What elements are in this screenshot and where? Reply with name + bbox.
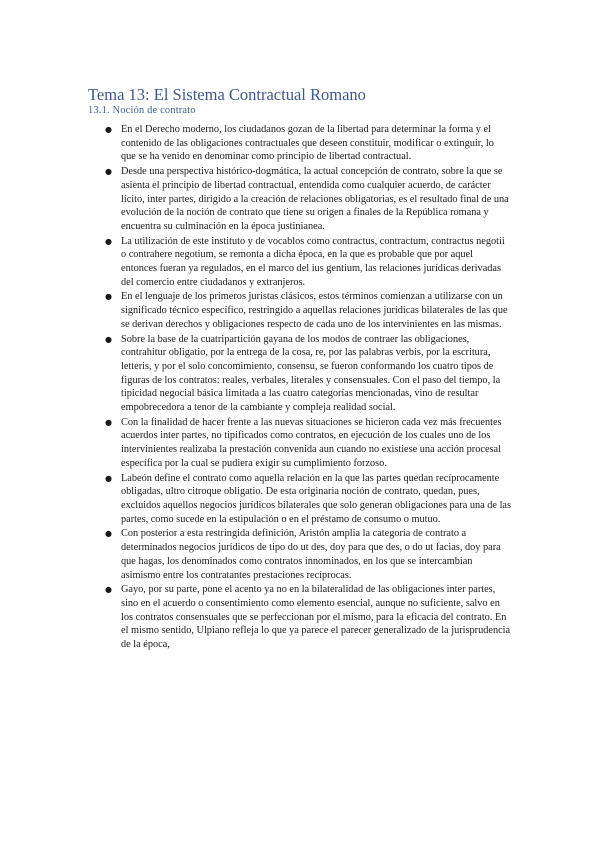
bullet-icon: ● <box>105 167 112 177</box>
bullet-icon: ● <box>105 529 112 539</box>
paragraph-text: En el Derecho moderno, los ciudadanos gozan de la libertad para determinar la forma y el contenido de las obligaciones contractuales que deseen constituir, modificar o extinguir, lo que se ha venido en denominar como principio de libertad contractual. <box>121 124 494 163</box>
bullet-icon: ● <box>105 236 112 246</box>
document-title: Tema 13: El Sistema Contractual Romano <box>88 85 366 104</box>
paragraph-text: La utilización de este instituto y de vocablos como contractus, contractum, contractus negotii o contrahere negotium, se remonta a dicha época, en la que es probable que por aquel entonces fueran ya regulados, en el marco del ius gentium, las relaciones jurídicas derivadas del comercio entre ciudadanos y extranjeros. <box>121 235 505 288</box>
list-item <box>0 165 511 234</box>
paragraph-text: Sobre la base de la cuatripartición gayana de los modos de contraer las obligaciones, contrahitur obligatio, por la entrega de la cosa, re, por las palabras verbis, por la escritura, letteris, y por el solo concomimiento, consensu, se fueron conformando los cuatro tipos de figuras de los contratos: reales, verbales, literales y consensuales. Con el paso del tiempo, la tipicidad negocial básica limitada a las cuatro categorías mencionadas, vino de resultar empobrecedora a tenor de la cambiante y compleja realidad social. <box>121 333 501 414</box>
paragraph-text: Labeón define el contrato como aquella relación en la que las partes quedan recíprocamente obligadas, ultro citroque obligatio. De esta originaria noción de contrato, quedan, pues, excluidos aquellos negocios jurídicos bilaterales que solo generan obligaciones para una de las partes, como sucede en la estipulación o en el préstamo de consumo o mutuo. <box>121 472 512 525</box>
list-item <box>0 583 511 652</box>
bullet-icon: ● <box>105 585 112 595</box>
list-item <box>0 472 511 527</box>
paragraph-text: Gayo, por su parte, pone el acento ya no en la bilateralidad de las obligaciones inter partes, sino en el acuerdo o consentimiento como elemento esencial, aunque no suficiente, salvo en los contratos consensuales que se perfeccionan por el mismo, para la eficacia del contrato. En el mismo sentido, Ulpiano refleja lo que ya parece el parecer generalizado de la jurisprudencia de la época, <box>121 584 511 651</box>
list-item <box>0 333 511 415</box>
list-item <box>0 527 511 582</box>
paragraph-list <box>0 123 599 653</box>
list-item <box>0 123 511 164</box>
bullet-icon: ● <box>105 292 112 302</box>
list-item <box>0 290 511 331</box>
paragraph-text: Desde una perspectiva histórico-dogmática, la actual concepción de contrato, sobre la que se asienta el principio de libertad contractual, entendida como cualquier acuerdo, de carácter lícito, inter partes, dirigido a la creación de relaciones obligatorias, es el resultado final de una evolución de la noción de contrato que tiene su origen a finales de la República romana y encuentra su culminación en la época justinianea. <box>121 166 509 232</box>
paragraph-text: Con posterior a esta restringida definición, Aristón amplia la categoría de contrato a determinados negocios jurídicos de tipo do ut des, doy para que des, o do ut facias, doy para que hagas, los denominados como contratos innominados, en los que se intercambian asimismo entre los contratantes prestaciones recíprocas. <box>121 528 501 581</box>
list-item <box>0 416 511 471</box>
paragraph-text: Con la finalidad de hacer frente a las nuevas situaciones se hicieron cada vez más frecuentes acuerdos inter partes, no tipificados como contratos, en ejecución de los cuales uno de los intervinientes realizaba la prestación convenida aun cuando no existiese una acción procesal específica por la cual se pudiera exigir su cumplimiento forzoso. <box>121 416 502 469</box>
bullet-icon: ● <box>105 417 112 427</box>
list-item <box>0 235 511 290</box>
paragraph-text: En el lenguaje de los primeros juristas clásicos, estos términos comienzan a utilizarse con un significado técnico específico, restringido a aquellas relaciones jurídicas bilaterales de las que se derivan derechos y obligaciones respecto de cada uno de los intervinientes en las mismas. <box>121 291 508 330</box>
bullet-icon: ● <box>105 473 112 483</box>
section-heading: 13.1. Noción de contrato <box>88 105 196 116</box>
bullet-icon: ● <box>105 125 112 134</box>
bullet-icon: ● <box>105 334 112 344</box>
